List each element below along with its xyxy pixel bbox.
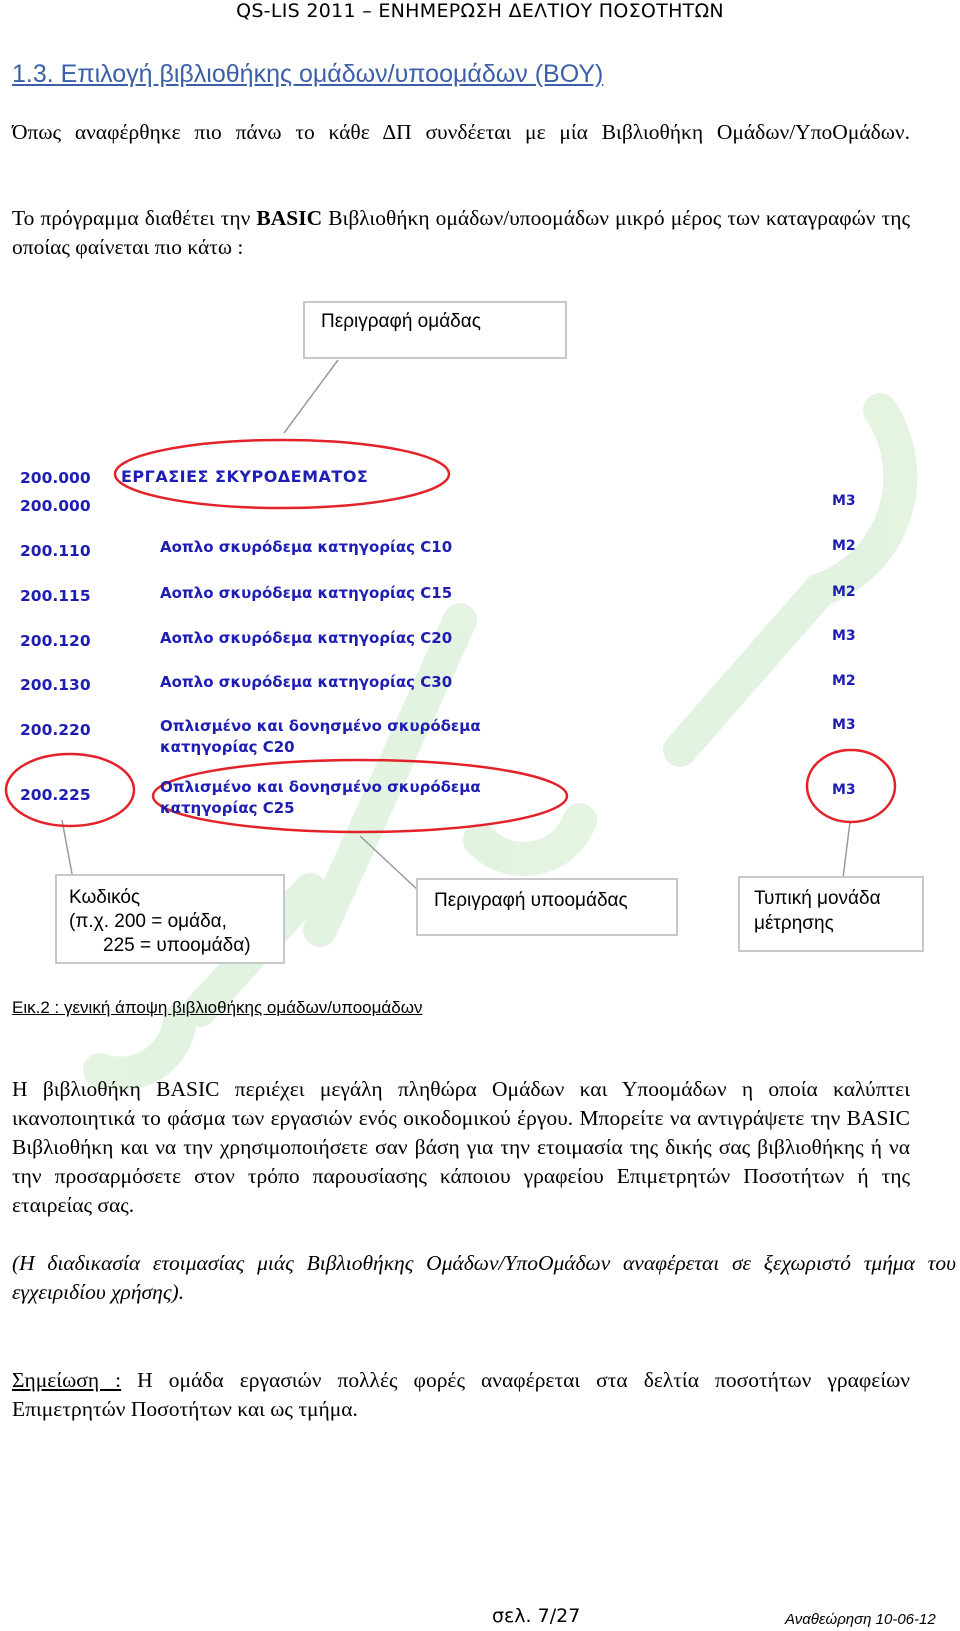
row-desc-6-line2: κατηγορίας C25 <box>160 799 295 817</box>
callout-code <box>55 874 285 964</box>
callout-unit-line1: Τυπική μονάδα <box>754 888 881 909</box>
callout-subgroup-label: Περιγραφή υποομάδας <box>434 890 628 911</box>
intro-text-2b: Βιβλιοθήκη ομάδων/υποομάδων μικρό μέρος των καταγραφών της οποίας φαίνεται πιο κάτω : <box>12 206 910 259</box>
row-unit-5: M3 <box>832 717 856 733</box>
row-desc-4: Αοπλο σκυρόδεμα κατηγορίας C30 <box>160 673 453 691</box>
intro-text-1: Όπως αναφέρθηκε πιο πάνω το κάθε ΔΠ συνδέεται με μία Βιβλιοθήκη Ομάδων/ΥποΟμάδων. <box>12 120 910 144</box>
row-code-0: 200.000 <box>20 497 91 515</box>
figure-caption: Εικ.2 : γενική άποψη βιβλιοθήκης ομάδων/υποομάδων <box>12 998 423 1017</box>
callout-code-line2: (π.χ. 200 = ομάδα, <box>69 911 227 932</box>
row-desc-6 <box>160 777 481 819</box>
row-code-4: 200.130 <box>20 676 91 694</box>
leader-line-unit <box>843 822 850 878</box>
row-code-5: 200.220 <box>20 721 91 739</box>
row-unit-1: M2 <box>832 538 856 554</box>
section-title: 1.3. Επιλογή βιβλιοθήκης ομάδων/υποομάδων (ΒΟΥ) <box>12 60 604 88</box>
row-desc-2: Αοπλο σκυρόδεμα κατηγορίας C15 <box>160 584 453 602</box>
row-desc-5-line2: κατηγορίας C20 <box>160 738 295 756</box>
note-label: Σημείωση : <box>12 1368 122 1392</box>
row-desc-5-line1: Οπλισμένο και δονησμένο σκυρόδεμα <box>160 717 481 735</box>
row-desc-1: Αοπλο σκυρόδεμα κατηγορίας C10 <box>160 538 453 556</box>
body-paragraph-4: (Η διαδικασία ετοιμασίας μιάς Βιβλιοθήκης Ομάδων/ΥποΟμάδων αναφέρεται σε ξεχωριστό τμήμα του εγχειριδίου χρήσης). <box>12 1251 956 1304</box>
row-code-6: 200.225 <box>20 786 91 804</box>
row-code-2: 200.115 <box>20 587 91 605</box>
row-desc-6-line1: Οπλισμένο και δονησμένο σκυρόδεμα <box>160 778 481 796</box>
callout-group-description <box>303 301 567 359</box>
leader-line-group <box>284 360 338 433</box>
body-paragraph-3: Η βιβλιοθήκη BASIC περιέχει μεγάλη πληθώρα Ομάδων και Υποομάδων η οποία καλύπτει ικανοποιητικά το φάσμα των εργασιών ενός οικοδομικού έργου. Μπορείτε να αντιγράψετε την BASIC Βιβλιοθήκη και να την χρησιμοποιήσετε σαν βάση για την ετοιμασία της δικής σας βιβλιοθήκης ή να την προσαρμόσετε στον τρόπο παρουσίασης κάποιου γραφείου Επιμετρητών Ποσοτήτων ή της εταιρείας σας. <box>12 1077 910 1217</box>
callout-unit-line2: μέτρησης <box>754 913 834 934</box>
callout-group-label: Περιγραφή ομάδας <box>321 311 481 332</box>
group-name: ΕΡΓΑΣΙΕΣ ΣΚΥΡΟΔΕΜΑΤΟΣ <box>121 467 369 486</box>
row-desc-5 <box>160 716 481 758</box>
row-code-1: 200.110 <box>20 542 91 560</box>
row-unit-0: M3 <box>832 493 856 509</box>
callout-subgroup-description <box>416 878 678 936</box>
row-unit-2: M2 <box>832 584 856 600</box>
row-unit-3: M3 <box>832 628 856 644</box>
page-header: QS-LIS 2011 – ΕΝΗΜΕΡΩΣΗ ΔΕΛΤΙΟΥ ΠΟΣΟΤΗΤΩΝ <box>236 0 724 22</box>
leader-line-code <box>62 820 72 874</box>
row-code-3: 200.120 <box>20 632 91 650</box>
leader-line-subgroup <box>360 836 420 892</box>
row-unit-4: M2 <box>832 673 856 689</box>
callout-code-line3: 225 = υποομάδα) <box>103 935 251 956</box>
row-desc-3: Αοπλο σκυρόδεμα κατηγορίας C20 <box>160 629 453 647</box>
callout-unit <box>738 876 924 952</box>
revision-date: Αναθεώρηση 10-06-12 <box>785 1611 936 1628</box>
intro-text-2a: Το πρόγραμμα διαθέτει την <box>12 206 257 230</box>
intro-basic-bold: BASIC <box>256 206 323 230</box>
group-code: 200.000 <box>20 469 91 487</box>
callout-code-line1: Κωδικός <box>69 887 141 908</box>
page-number: σελ. 7/27 <box>492 1605 581 1627</box>
row-unit-6: M3 <box>832 782 856 798</box>
note-paragraph <box>12 1366 910 1424</box>
note-text: Η ομάδα εργασιών πολλές φορές αναφέρεται στα δελτία ποσοτήτων γραφείων Επιμετρητών Ποσοτήτων και ως τμήμα. <box>12 1368 910 1421</box>
